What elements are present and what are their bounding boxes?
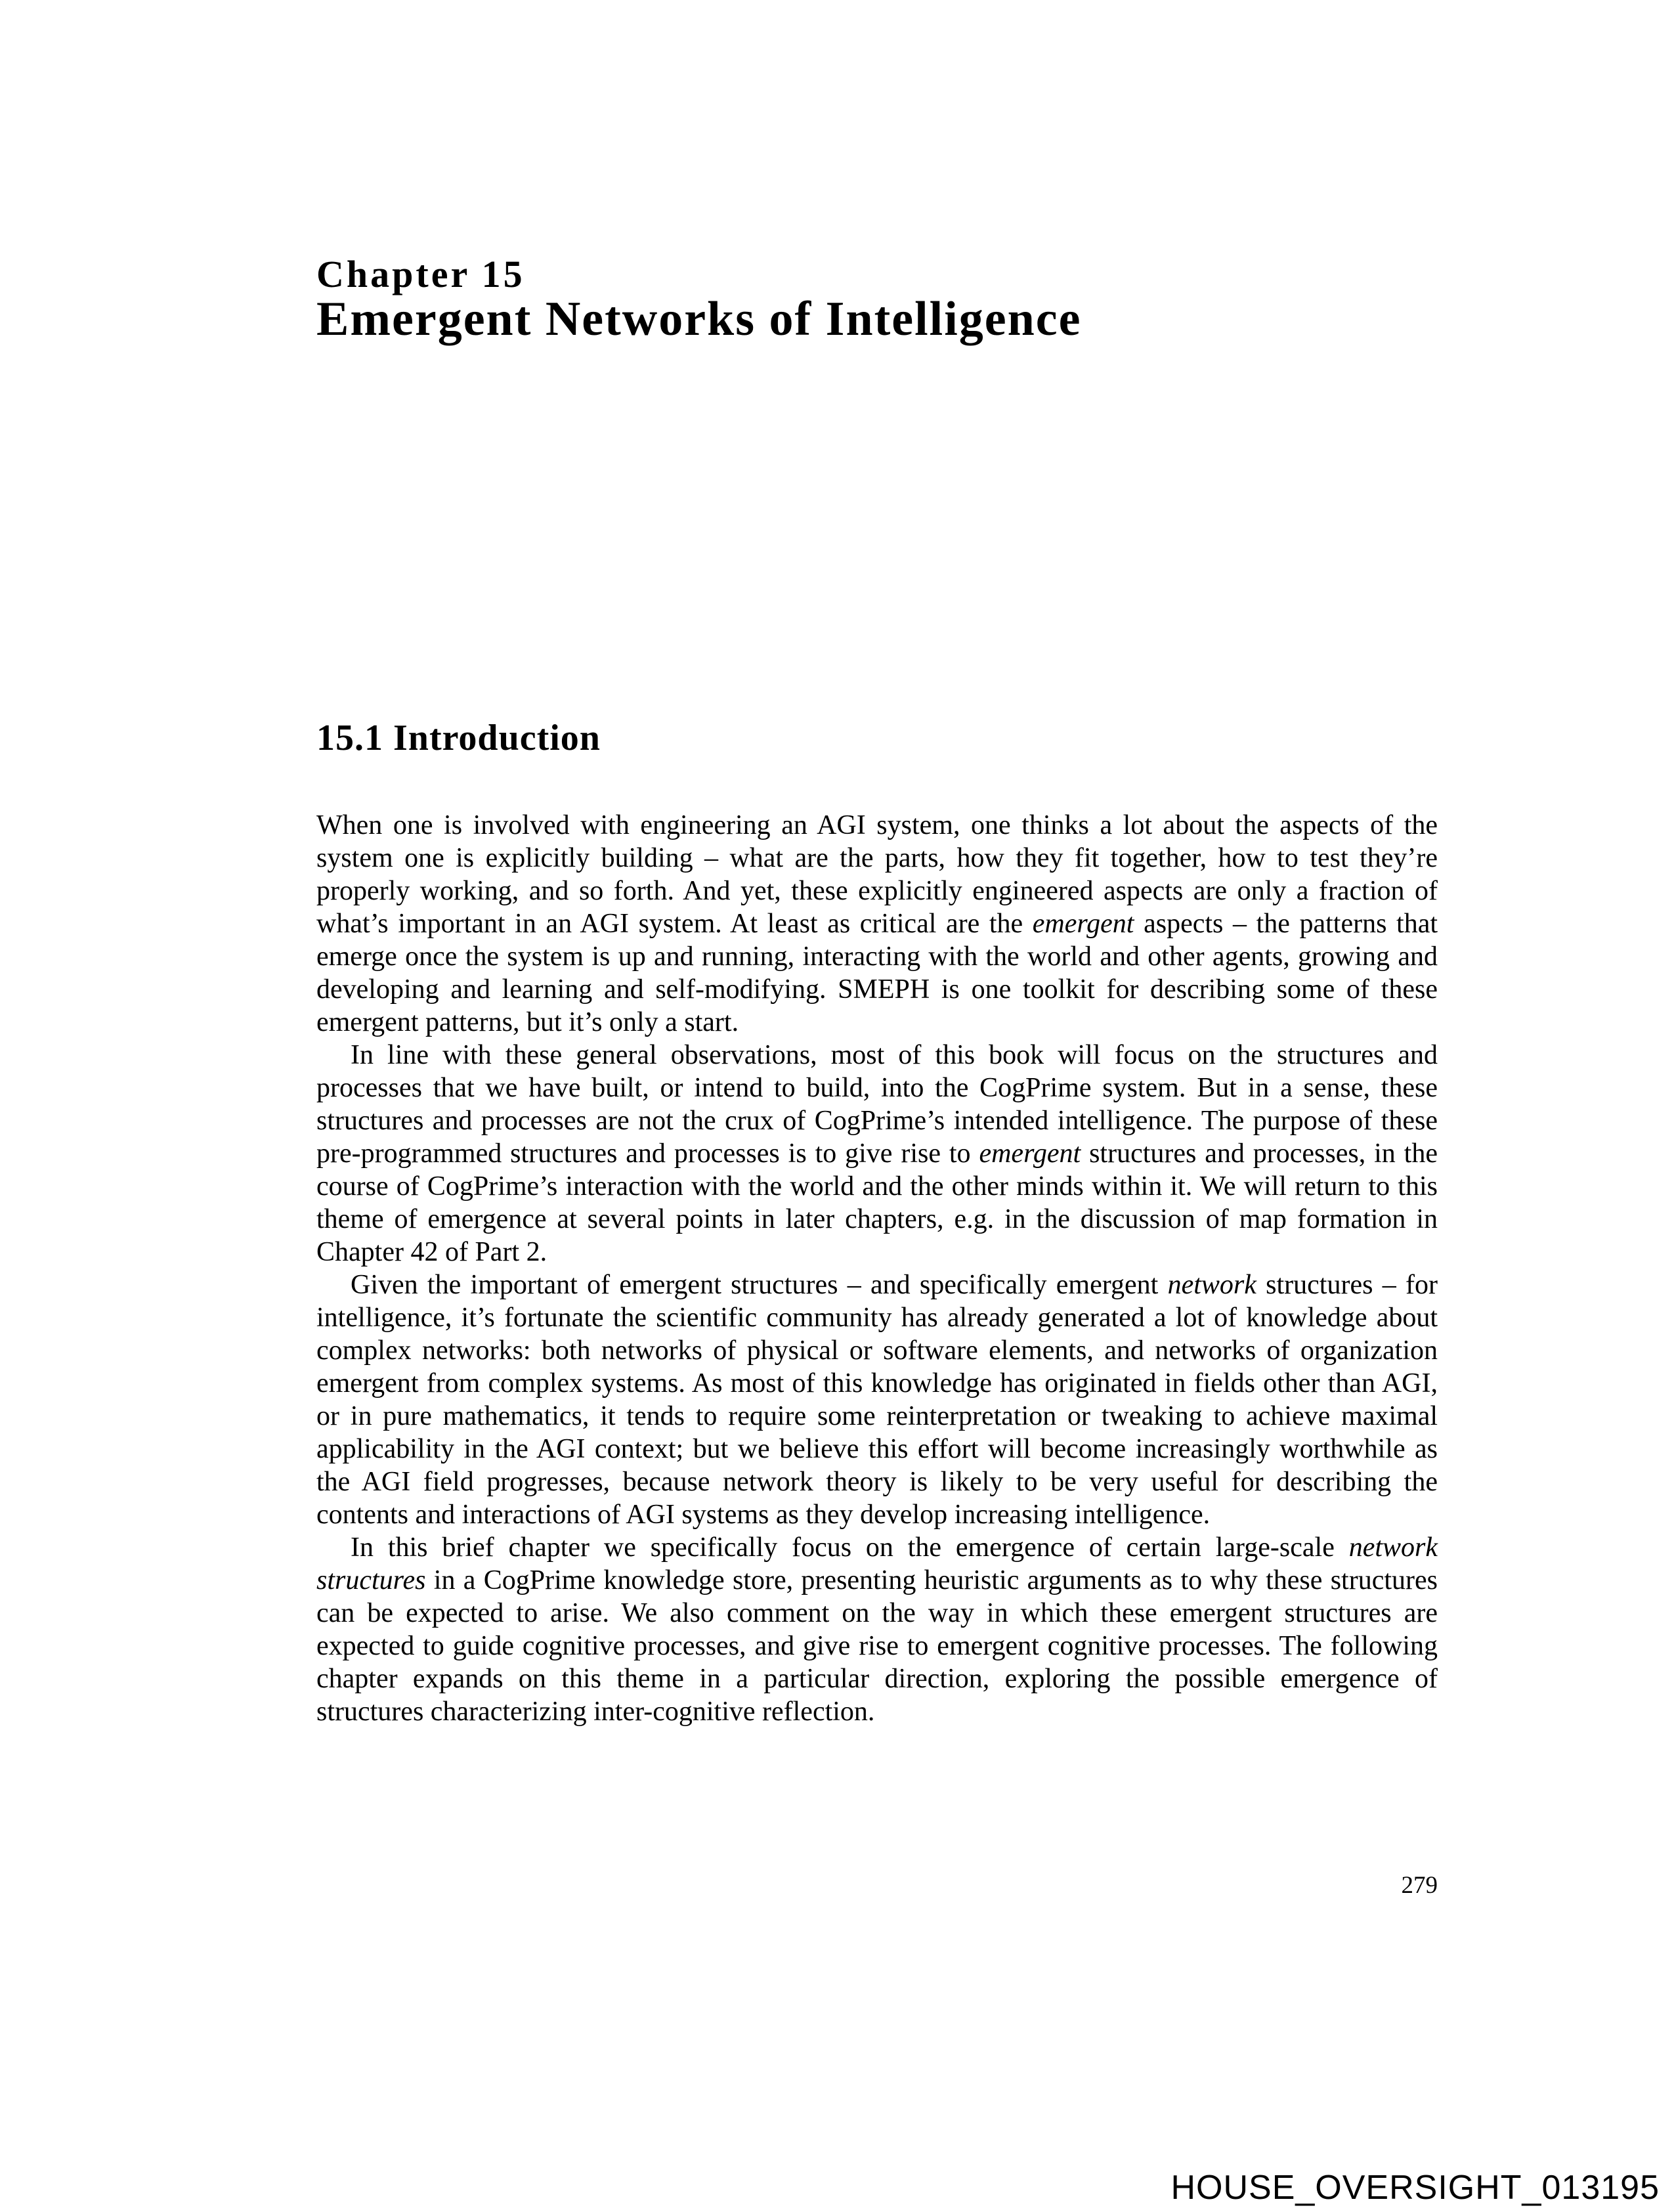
text-segment: network [1167, 1270, 1256, 1300]
text-segment: emergent [1032, 909, 1134, 939]
text-segment: In line with these general observations, most of this book will focus on the structures and processes that we have built, or intend to build, into the CogPrime system. But in a sense, these structures and processes are not the crux of CogPrime’s intended intelligence. The purpose of these pre-programmed structures and processes is to give rise to [316, 1040, 1438, 1169]
text-segment: aspects – the patterns that emerge once the system is up and running, interacting with the world and other agents, growing and developing and learning and self-modifying. SMEPH is one toolkit for describing some of these emergent patterns, but it’s only a start. [316, 909, 1438, 1037]
paragraph [316, 1039, 1438, 1269]
text-segment: emergent [979, 1139, 1081, 1169]
text-segment: network structures [316, 1532, 1438, 1595]
text-segment: structures – for intelligence, it’s fortunate the scientific community has already generated a lot of knowledge about complex networks: both networks of physical or software elements, and networks of organization emergent from complex systems. As most of this knowledge has originated in fields other than AGI, or in pure mathematics, it tends to require some reinterpretation or tweaking to achieve maximal applicability in the AGI context; but we believe this effort will become increasingly worthwhile as the AGI field progresses, because network theory is likely to be very useful for describing the contents and interactions of AGI systems as they develop increasing intelligence. [316, 1270, 1438, 1530]
chapter-label: Chapter 15 [316, 253, 525, 295]
paragraph [316, 1531, 1438, 1728]
paragraph [316, 1269, 1438, 1531]
page-number: 279 [1401, 1872, 1438, 1899]
text-segment: structures and processes, in the course of CogPrime’s interaction with the world and the other minds within it. We will return to this theme of emergence at several points in later chapters, e.g. in the discussion of map formation in Chapter 42 of Part 2. [316, 1139, 1438, 1267]
text-segment: in a CogPrime knowledge store, presenting heuristic arguments as to why these structures can be expected to arise. We also comment on the way in which these emergent structures are expected to guide cognitive processes, and give rise to emergent cognitive processes. The following chapter expands on this theme in a particular direction, exploring the possible emergence of structures characterizing inter-cognitive reflection. [316, 1565, 1438, 1727]
chapter-title: Emergent Networks of Intelligence [316, 292, 1082, 346]
text-segment: Given the important of emergent structures – and specifically emergent [351, 1270, 1168, 1300]
bates-stamp: HOUSE_OVERSIGHT_013195 [1170, 2169, 1660, 2207]
text-segment: When one is involved with engineering an AGI system, one thinks a lot about the aspects of the system one is explicitly building – what are the parts, how they fit together, how to test they’re properly working, and so forth. And yet, these explicitly engineered aspects are only a fraction of what’s important in an AGI system. At least as critical are the [316, 810, 1438, 939]
paragraph [316, 809, 1438, 1039]
text-segment: In this brief chapter we specifically focus on the emergence of certain large-scale [351, 1532, 1349, 1563]
section-heading: 15.1 Introduction [316, 718, 601, 758]
body-text [316, 809, 1438, 1728]
